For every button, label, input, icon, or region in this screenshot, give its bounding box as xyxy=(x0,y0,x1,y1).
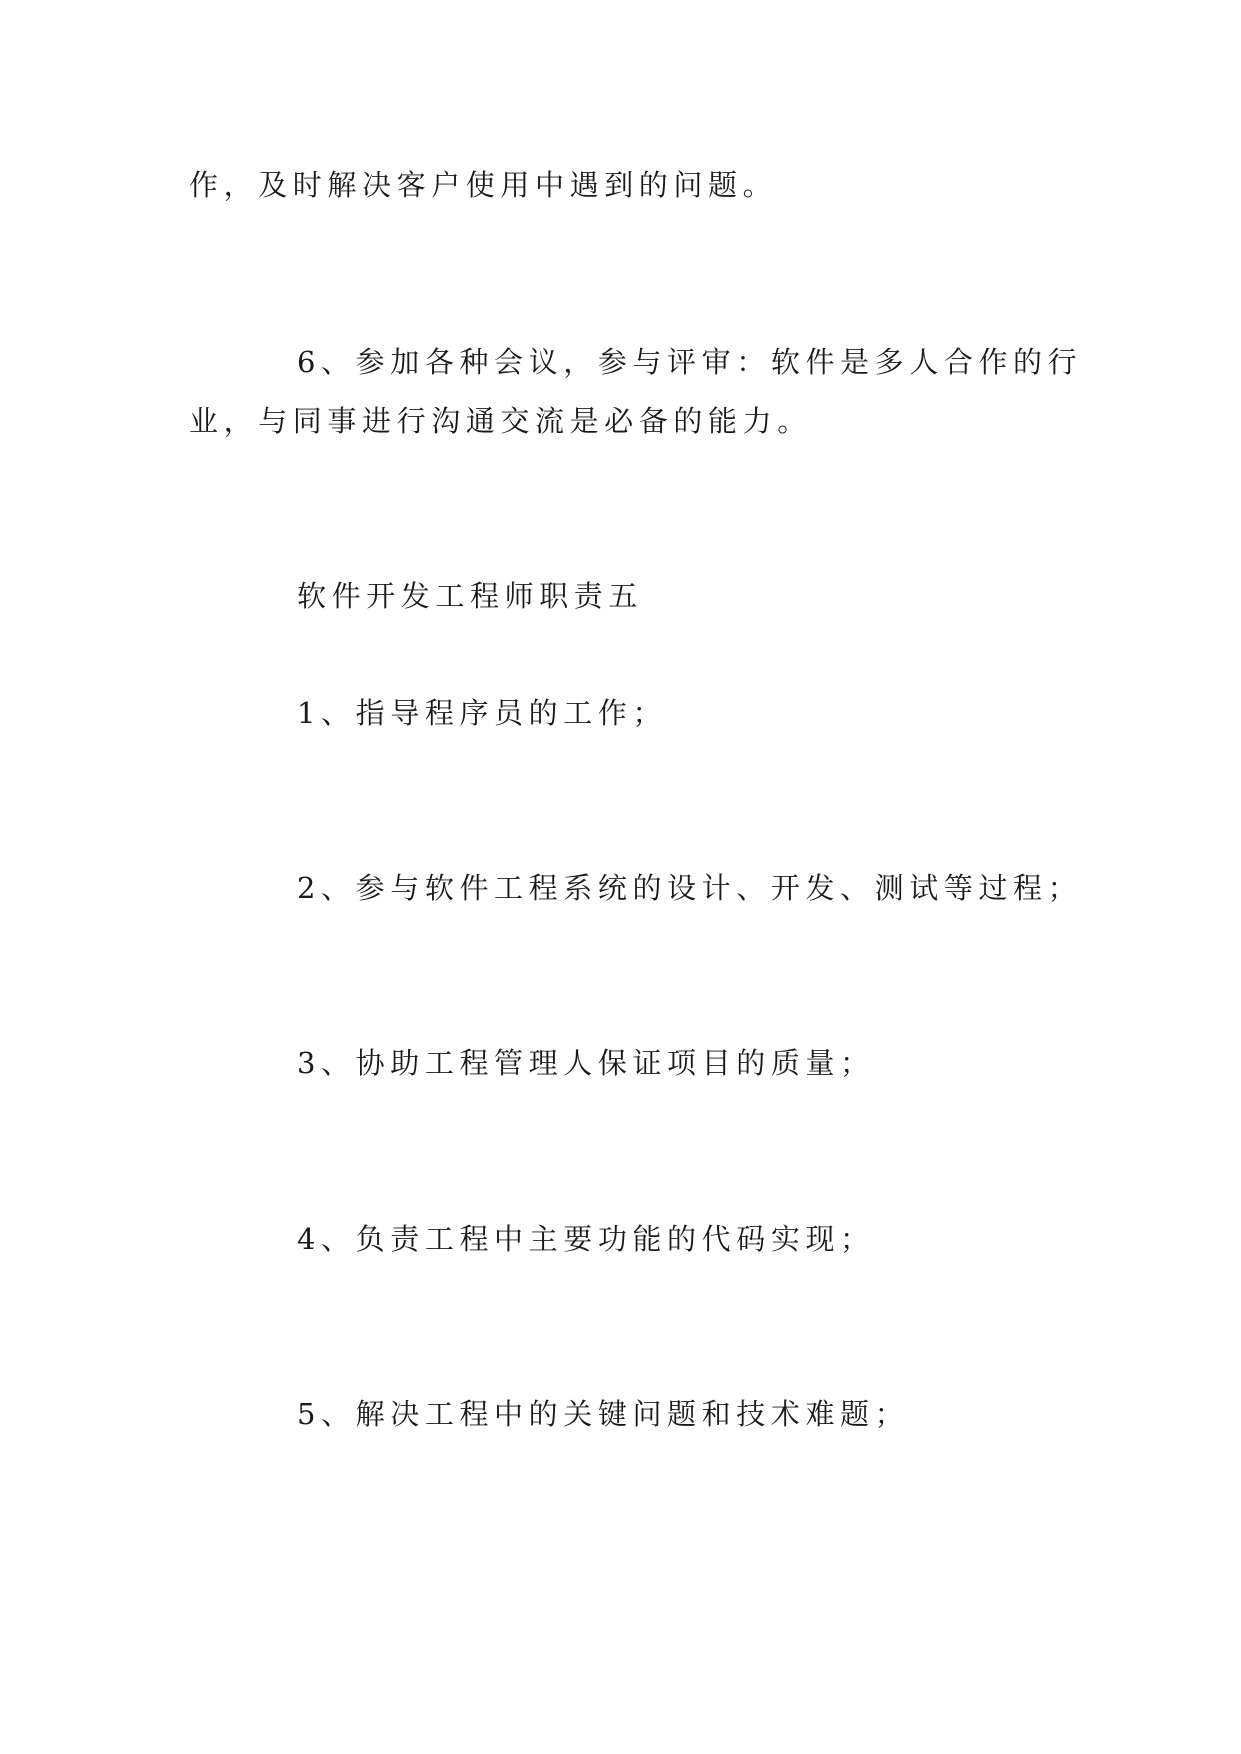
list-item-3: 3、协助工程管理人保证项目的质量； xyxy=(297,1046,875,1080)
paragraph-item-6-line-2: 业，与同事进行沟通交流是必备的能力。 xyxy=(189,404,812,438)
list-item-4: 4、负责工程中主要功能的代码实现； xyxy=(297,1222,875,1256)
list-item-2: 2、参与软件工程系统的设计、开发、测试等过程； xyxy=(297,871,1083,905)
paragraph-item-6-line-1: 6、参加各种会议，参与评审：软件是多人合作的行 xyxy=(297,345,1083,379)
list-item-5: 5、解决工程中的关键问题和技术难题； xyxy=(297,1397,910,1431)
section-heading: 软件开发工程师职责五 xyxy=(297,579,644,613)
list-item-1: 1、指导程序员的工作； xyxy=(297,696,668,730)
paragraph-continuation: 作，及时解决客户使用中遇到的问题。 xyxy=(189,168,778,202)
